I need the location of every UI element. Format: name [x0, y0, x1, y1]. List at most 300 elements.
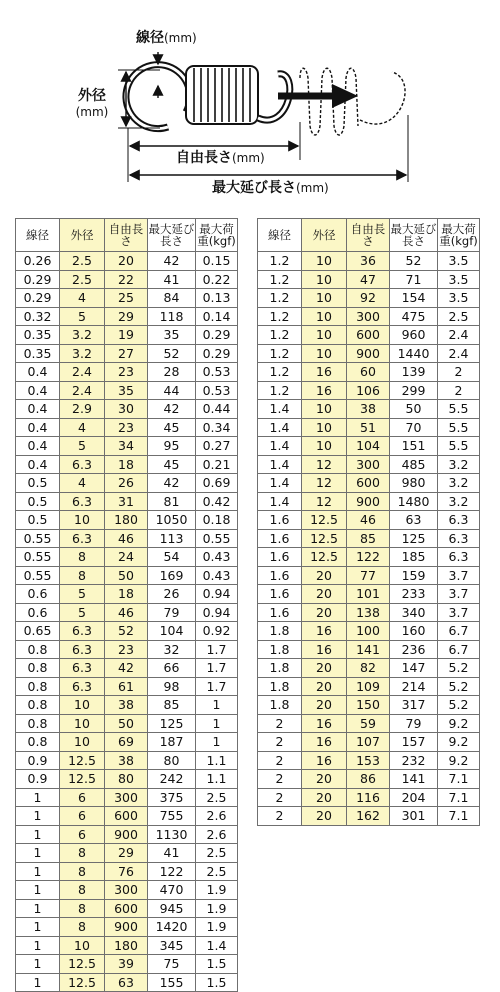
table-row [258, 511, 480, 530]
free-length-cell: 104 [347, 437, 390, 456]
table-row [16, 252, 238, 271]
max-load-cell: 2.5 [196, 788, 238, 807]
outer-diameter-cell: 20 [302, 585, 347, 604]
outer-diameter-cell: 5 [60, 307, 105, 326]
wire-diameter-cell: 0.8 [16, 714, 60, 733]
free-length-cell: 300 [347, 455, 390, 474]
max-length-cell: 154 [390, 289, 438, 308]
outer-diameter-cell: 6 [60, 825, 105, 844]
table-row [258, 751, 480, 770]
wire-diameter-cell: 1.6 [258, 548, 302, 567]
outer-diameter-cell: 6 [60, 807, 105, 826]
max-length-cell: 41 [148, 270, 196, 289]
outer-diameter-cell: 12.5 [60, 770, 105, 789]
outer-diameter-cell: 6.3 [60, 622, 105, 641]
max-length-cell: 139 [390, 363, 438, 382]
outer-diameter-cell: 10 [60, 936, 105, 955]
free-length-cell: 18 [105, 455, 148, 474]
outer-diameter-cell: 20 [302, 566, 347, 585]
table-row [258, 418, 480, 437]
outer-diameter-cell: 4 [60, 289, 105, 308]
max-length-cell: 118 [148, 307, 196, 326]
free-length-cell: 63 [105, 973, 148, 992]
free-length-cell: 85 [347, 529, 390, 548]
max-load-cell: 0.27 [196, 437, 238, 456]
max-length-cell: 375 [148, 788, 196, 807]
wire-diameter-cell: 0.65 [16, 622, 60, 641]
free-length-cell: 38 [105, 696, 148, 715]
outer-diameter-cell: 6.3 [60, 455, 105, 474]
outer-diameter-cell: 20 [302, 696, 347, 715]
free-length-cell: 19 [105, 326, 148, 345]
header-outer-diameter: 外径 [60, 219, 105, 252]
table-header-row [16, 219, 238, 252]
outer-diameter-cell: 10 [302, 437, 347, 456]
max-load-cell: 6.3 [438, 548, 480, 567]
max-length-cell: 42 [148, 252, 196, 271]
wire-diameter-cell: 0.26 [16, 252, 60, 271]
outer-diameter-cell: 10 [302, 344, 347, 363]
max-load-cell: 6.3 [438, 529, 480, 548]
wire-diameter-cell: 0.55 [16, 548, 60, 567]
max-load-cell: 3.2 [438, 455, 480, 474]
outer-diameter-cell: 2.4 [60, 363, 105, 382]
wire-diameter-cell: 0.29 [16, 289, 60, 308]
outer-diameter-cell: 4 [60, 474, 105, 493]
free-length-cell: 76 [105, 862, 148, 881]
max-load-cell: 2.5 [438, 307, 480, 326]
table-row [258, 455, 480, 474]
max-length-cell: 45 [148, 418, 196, 437]
wire-diameter-cell: 1.8 [258, 622, 302, 641]
free-length-cell: 300 [105, 788, 148, 807]
outer-diameter-cell: 16 [302, 733, 347, 752]
outer-diameter-cell: 6 [60, 788, 105, 807]
free-length-cell: 150 [347, 696, 390, 715]
max-length-cell: 79 [148, 603, 196, 622]
max-length-cell: 71 [390, 270, 438, 289]
max-load-cell: 1.1 [196, 751, 238, 770]
table-row [258, 807, 480, 826]
max-load-cell: 1.5 [196, 955, 238, 974]
max-load-cell: 6.7 [438, 640, 480, 659]
wire-diameter-cell: 0.8 [16, 677, 60, 696]
table-row [16, 566, 238, 585]
wire-diameter-cell: 0.55 [16, 529, 60, 548]
spec-table-right [257, 218, 480, 826]
free-length-cell: 600 [347, 326, 390, 345]
outer-diameter-cell: 16 [302, 622, 347, 641]
max-load-cell: 2 [438, 381, 480, 400]
free-length-cell: 86 [347, 770, 390, 789]
max-length-cell: 151 [390, 437, 438, 456]
max-load-cell: 5.5 [438, 400, 480, 419]
free-length-cell: 47 [347, 270, 390, 289]
wire-diameter-cell: 2 [258, 751, 302, 770]
outer-diameter-label [68, 88, 116, 120]
max-load-cell: 1 [196, 714, 238, 733]
max-length-cell: 84 [148, 289, 196, 308]
wire-diameter-cell: 0.55 [16, 566, 60, 585]
max-length-cell: 485 [390, 455, 438, 474]
wire-diameter-cell: 1.2 [258, 326, 302, 345]
table-row [16, 270, 238, 289]
wire-diameter-cell: 2 [258, 807, 302, 826]
wire-diameter-cell: 1.2 [258, 307, 302, 326]
max-length-cell: 317 [390, 696, 438, 715]
outer-diameter-cell: 20 [302, 788, 347, 807]
table-row [16, 899, 238, 918]
outer-diameter-cell: 10 [60, 696, 105, 715]
wire-diameter-cell: 0.29 [16, 270, 60, 289]
free-length-cell: 92 [347, 289, 390, 308]
outer-diameter-cell: 10 [302, 418, 347, 437]
table-row [16, 807, 238, 826]
max-load-cell: 2 [438, 363, 480, 382]
max-length-cell: 66 [148, 659, 196, 678]
outer-diameter-cell: 16 [302, 363, 347, 382]
wire-diameter-cell: 0.4 [16, 381, 60, 400]
max-length-cell: 214 [390, 677, 438, 696]
wire-diameter-cell: 1.8 [258, 640, 302, 659]
max-length-cell: 75 [148, 955, 196, 974]
wire-diameter-cell: 1.4 [258, 437, 302, 456]
outer-diameter-cell: 2.9 [60, 400, 105, 419]
wire-diameter-cell: 1.2 [258, 289, 302, 308]
free-length-cell: 141 [347, 640, 390, 659]
table-row [16, 437, 238, 456]
table-row [258, 603, 480, 622]
outer-diameter-cell: 2.5 [60, 252, 105, 271]
table-row [16, 622, 238, 641]
max-length-cell: 155 [148, 973, 196, 992]
table-row [258, 677, 480, 696]
free-length-cell: 116 [347, 788, 390, 807]
free-length-cell: 300 [347, 307, 390, 326]
header-outer-diameter: 外径 [302, 219, 347, 252]
max-length-cell: 79 [390, 714, 438, 733]
table-row [16, 881, 238, 900]
max-load-cell: 0.13 [196, 289, 238, 308]
max-load-cell: 1.4 [196, 936, 238, 955]
free-length-cell: 180 [105, 936, 148, 955]
table-row [258, 640, 480, 659]
outer-diameter-cell: 8 [60, 881, 105, 900]
free-length-cell: 23 [105, 363, 148, 382]
max-length-cell: 945 [148, 899, 196, 918]
table-row [16, 363, 238, 382]
wire-diameter-cell: 1.2 [258, 363, 302, 382]
table-row [258, 270, 480, 289]
wire-diameter-cell: 0.8 [16, 659, 60, 678]
free-length-cell: 900 [347, 492, 390, 511]
wire-diameter-cell: 0.8 [16, 640, 60, 659]
wire-diameter-cell: 1.6 [258, 585, 302, 604]
wire-diameter-cell: 0.4 [16, 455, 60, 474]
table-row [258, 714, 480, 733]
max-length-cell: 35 [148, 326, 196, 345]
table-row [258, 363, 480, 382]
wire-diameter-cell: 1.8 [258, 696, 302, 715]
header-max-load: 最大荷重(kgf) [438, 219, 480, 252]
table-row [16, 788, 238, 807]
outer-diameter-cell: 10 [60, 733, 105, 752]
free-length-cell: 180 [105, 511, 148, 530]
wire-diameter-cell: 1.2 [258, 344, 302, 363]
max-length-cell: 159 [390, 566, 438, 585]
max-length-cell: 1130 [148, 825, 196, 844]
extended-spring [300, 68, 405, 135]
table-row [258, 400, 480, 419]
outer-diameter-cell: 12.5 [60, 973, 105, 992]
free-length-cell: 42 [105, 659, 148, 678]
max-length-cell: 345 [148, 936, 196, 955]
max-length-cell: 141 [390, 770, 438, 789]
max-load-cell: 2.5 [196, 844, 238, 863]
free-length-cell: 59 [347, 714, 390, 733]
free-length-unit: (mm) [232, 151, 265, 165]
free-length-cell: 38 [347, 400, 390, 419]
wire-diameter-cell: 0.8 [16, 696, 60, 715]
max-load-cell: 3.7 [438, 603, 480, 622]
max-load-cell: 6.7 [438, 622, 480, 641]
table-row [258, 548, 480, 567]
spec-table-left [15, 218, 238, 992]
max-load-cell: 0.69 [196, 474, 238, 493]
max-load-cell: 5.5 [438, 418, 480, 437]
max-length-cell: 54 [148, 548, 196, 567]
max-load-cell: 1.5 [196, 973, 238, 992]
max-length-cell: 70 [390, 418, 438, 437]
max-length-cell: 233 [390, 585, 438, 604]
wire-diameter-cell: 1.4 [258, 400, 302, 419]
max-length-cell: 157 [390, 733, 438, 752]
max-load-cell: 1.1 [196, 770, 238, 789]
table-row [258, 492, 480, 511]
outer-diameter-cell: 12.5 [302, 511, 347, 530]
table-row [16, 326, 238, 345]
max-length-cell: 1420 [148, 918, 196, 937]
max-length-cell: 32 [148, 640, 196, 659]
free-length-cell: 29 [105, 844, 148, 863]
wire-diameter-cell: 0.5 [16, 474, 60, 493]
max-length-cell: 45 [148, 455, 196, 474]
outer-diameter-cell: 10 [60, 714, 105, 733]
free-length-cell: 23 [105, 640, 148, 659]
max-length-cell: 1480 [390, 492, 438, 511]
wire-diameter-cell: 0.4 [16, 363, 60, 382]
max-length-cell: 85 [148, 696, 196, 715]
free-length-cell: 50 [105, 714, 148, 733]
outer-diameter-cell: 12 [302, 492, 347, 511]
free-length-cell: 18 [105, 585, 148, 604]
table-row [258, 474, 480, 493]
table-row [16, 344, 238, 363]
table-row [16, 973, 238, 992]
max-load-cell: 0.34 [196, 418, 238, 437]
max-length-cell: 122 [148, 862, 196, 881]
free-length-cell: 153 [347, 751, 390, 770]
table-row [16, 751, 238, 770]
outer-diameter-cell: 20 [302, 603, 347, 622]
wire-diameter-cell: 2 [258, 714, 302, 733]
free-length-cell: 50 [105, 566, 148, 585]
max-length-cell: 185 [390, 548, 438, 567]
max-length-cell: 755 [148, 807, 196, 826]
table-row [16, 659, 238, 678]
outer-diameter-cell: 6.3 [60, 492, 105, 511]
header-free-length: 自由長さ [105, 219, 148, 252]
max-load-cell: 0.92 [196, 622, 238, 641]
max-load-cell: 0.18 [196, 511, 238, 530]
outer-diameter-cell: 20 [302, 807, 347, 826]
table-row [16, 400, 238, 419]
outer-diameter-cell: 10 [302, 326, 347, 345]
wire-diameter-cell: 1 [16, 881, 60, 900]
table-row [16, 825, 238, 844]
outer-diameter-cell: 10 [302, 307, 347, 326]
outer-diameter-cell: 12.5 [60, 955, 105, 974]
max-load-cell: 5.5 [438, 437, 480, 456]
wire-diameter-cell: 0.4 [16, 400, 60, 419]
outer-diameter-cell: 6.3 [60, 659, 105, 678]
wire-diameter-cell: 0.35 [16, 326, 60, 345]
outer-diameter-cell: 10 [302, 252, 347, 271]
free-length-cell: 52 [105, 622, 148, 641]
max-load-cell: 0.43 [196, 548, 238, 567]
table-row [16, 418, 238, 437]
outer-diameter-cell: 6.3 [60, 640, 105, 659]
max-load-cell: 9.2 [438, 733, 480, 752]
outer-diameter-cell: 10 [302, 289, 347, 308]
max-load-cell: 0.94 [196, 603, 238, 622]
outer-diameter-cell: 6.3 [60, 677, 105, 696]
max-length-cell: 50 [390, 400, 438, 419]
table-row [258, 252, 480, 271]
table-row [16, 492, 238, 511]
max-load-cell: 0.14 [196, 307, 238, 326]
max-load-cell: 7.1 [438, 807, 480, 826]
free-length-cell: 61 [105, 677, 148, 696]
table-row [258, 770, 480, 789]
max-load-cell: 5.2 [438, 659, 480, 678]
free-length-cell: 600 [105, 899, 148, 918]
max-load-cell: 0.29 [196, 344, 238, 363]
outer-diameter-cell: 10 [60, 511, 105, 530]
header-max-load: 最大荷重(kgf) [196, 219, 238, 252]
max-load-cell: 0.94 [196, 585, 238, 604]
max-load-cell: 9.2 [438, 751, 480, 770]
header-wire-diameter: 線径 [16, 219, 60, 252]
free-length-cell: 46 [347, 511, 390, 530]
free-length-cell: 106 [347, 381, 390, 400]
free-length-cell: 23 [105, 418, 148, 437]
max-load-cell: 1.9 [196, 899, 238, 918]
table-row [16, 455, 238, 474]
free-length-cell: 600 [105, 807, 148, 826]
max-length-text: 最大延び長さ [212, 180, 296, 196]
outer-diameter-cell: 3.2 [60, 326, 105, 345]
table-row [258, 326, 480, 345]
max-load-cell: 0.53 [196, 363, 238, 382]
outer-diameter-cell: 8 [60, 844, 105, 863]
max-length-cell: 204 [390, 788, 438, 807]
max-length-cell: 242 [148, 770, 196, 789]
wire-diameter-cell: 0.5 [16, 492, 60, 511]
table-row [16, 918, 238, 937]
free-length-cell: 900 [105, 918, 148, 937]
max-length-cell: 52 [390, 252, 438, 271]
max-length-cell: 98 [148, 677, 196, 696]
spring-coil [186, 66, 258, 124]
wire-diameter-cell: 1 [16, 973, 60, 992]
wire-diameter-cell: 1 [16, 807, 60, 826]
max-length-cell: 125 [390, 529, 438, 548]
max-load-cell: 5.2 [438, 677, 480, 696]
wire-diameter-text: 線径 [136, 30, 164, 46]
outer-diameter-cell: 4 [60, 418, 105, 437]
table-row [16, 733, 238, 752]
free-length-cell: 46 [105, 529, 148, 548]
wire-diameter-cell: 2 [258, 733, 302, 752]
table-row [16, 548, 238, 567]
max-load-cell: 1.7 [196, 659, 238, 678]
max-load-cell: 9.2 [438, 714, 480, 733]
outer-diameter-cell: 5 [60, 585, 105, 604]
max-length-cell: 299 [390, 381, 438, 400]
outer-diameter-cell: 16 [302, 640, 347, 659]
max-length-cell: 52 [148, 344, 196, 363]
table-row [16, 511, 238, 530]
max-length-cell: 147 [390, 659, 438, 678]
max-load-cell: 1 [196, 733, 238, 752]
table-row [258, 696, 480, 715]
max-length-cell: 42 [148, 400, 196, 419]
free-length-cell: 107 [347, 733, 390, 752]
free-length-cell: 82 [347, 659, 390, 678]
outer-diameter-text: 外径 [78, 88, 106, 104]
max-length-cell: 41 [148, 844, 196, 863]
max-load-cell: 2.5 [196, 862, 238, 881]
wire-diameter-cell: 1 [16, 918, 60, 937]
wire-diameter-cell: 1.6 [258, 529, 302, 548]
free-length-cell: 26 [105, 474, 148, 493]
table-row [16, 585, 238, 604]
free-length-cell: 22 [105, 270, 148, 289]
max-length-cell: 81 [148, 492, 196, 511]
max-load-cell: 2.4 [438, 326, 480, 345]
table-row [258, 585, 480, 604]
table-row [16, 640, 238, 659]
table-row [16, 770, 238, 789]
table-row [16, 381, 238, 400]
free-length-cell: 34 [105, 437, 148, 456]
max-load-cell: 1.7 [196, 640, 238, 659]
free-length-cell: 38 [105, 751, 148, 770]
free-length-cell: 300 [105, 881, 148, 900]
free-length-cell: 24 [105, 548, 148, 567]
max-load-cell: 7.1 [438, 770, 480, 789]
free-length-cell: 162 [347, 807, 390, 826]
free-length-cell: 27 [105, 344, 148, 363]
wire-diameter-cell: 0.35 [16, 344, 60, 363]
wire-diameter-cell: 1.2 [258, 270, 302, 289]
free-length-text: 自由長さ [176, 150, 232, 166]
outer-diameter-unit: (mm) [75, 105, 109, 119]
free-length-cell: 101 [347, 585, 390, 604]
wire-diameter-cell: 0.32 [16, 307, 60, 326]
wire-diameter-cell: 0.9 [16, 751, 60, 770]
